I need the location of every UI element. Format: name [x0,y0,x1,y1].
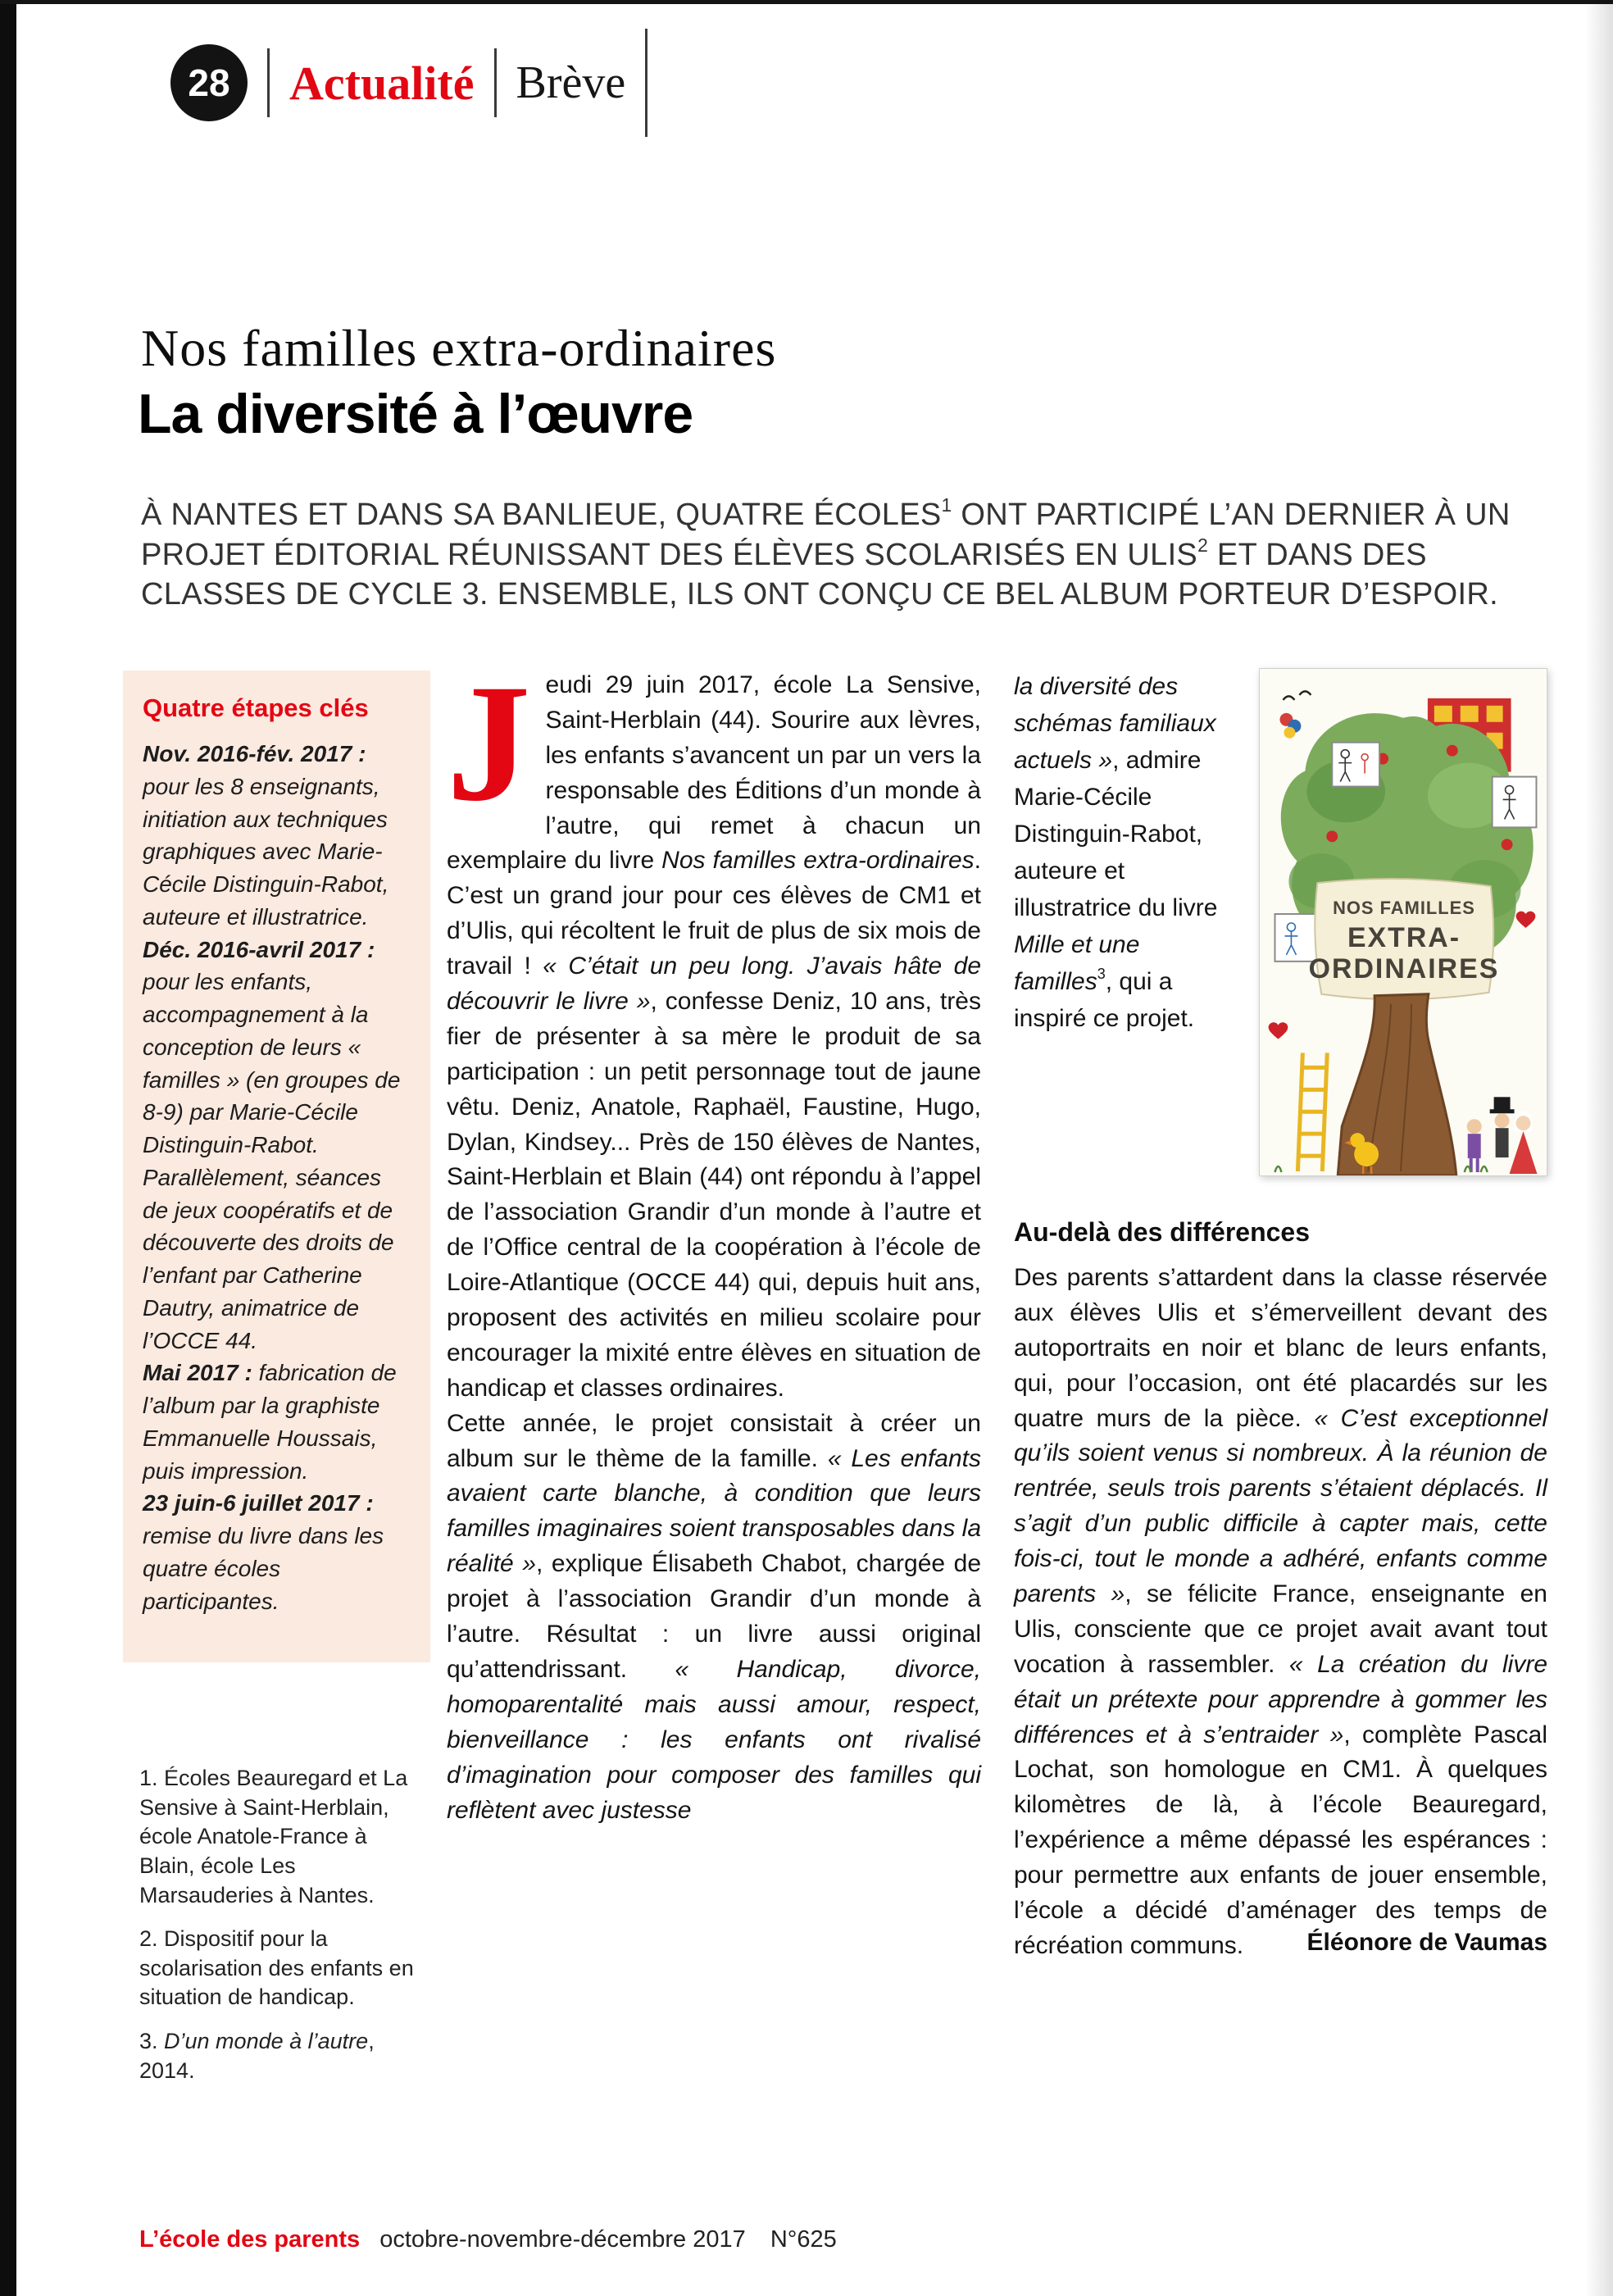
footnote-1: 1. Écoles Beauregard et La Sensive à Saint-Herblain, école Anatole-France à Blain, école Les Marsauderies à Nantes. [139,1766,408,1907]
cover-frame-2 [1493,777,1537,828]
subsection-label: Brève [516,57,626,108]
byline: Éléonore de Vaumas [1306,1928,1547,1956]
scan-edge-left [0,0,16,2296]
page-footer [139,2226,837,2253]
magazine-name: L’école des parents [139,2226,361,2253]
article-title: La diversité à l’œuvre [138,383,693,445]
article-paragraph-3: la diversité des schémas familiaux actuels », admire Marie-Cécile Distinguin-Rabot, auteure et illustratrice du livre Mille et une familles$^3$, qui a inspiré ce projet. [1014,673,1218,1032]
scan-edge-top [0,0,1613,4]
sidebar-step-4: 23 juin-6 juillet 2017 : remise du livre dans les quatre écoles participantes. [143,1490,384,1614]
page-number: 28 [188,61,230,104]
subhead: Au-delà des différences [1014,1217,1310,1247]
cover-title-line-3: ORDINAIRES [1308,952,1500,984]
article-paragraph-2: Cette année, le projet consistait à créer un album sur le thème de la famille. « Les enfants avaient carte blanche, à condition que leurs familles imaginaires soient transposables dans la réalité », explique Élisabeth Chabot, chargée de projet à l’association Grandir d’un monde à l’autre. Résultat : un livre aussi original qu’attendrissant. « Handicap, divorce, homoparentalité mais aussi amour, respect, bienveillance : les enfants ont rivalisé d’imagination pour composer des familles qui reflètent avec justesse [447,1409,982,1824]
paragraph-text: eudi 29 juin 2017, école La Sensive, Saint-Herblain (44). Sourire aux lèvres, les enfants s’avancent un par un vers la responsable des Éditions d’un monde à l’autre, qui remet à chacun un exemplaire du livre Nos familles extra-ordinaires. C’est un grand jour pour ces élèves de CM1 et d’Ulis, qui récoltent le fruit de plus de six mois de travail ! « C’était un peu long. J’avais hâte de découvrir le livre », confesse Deniz, 10 ans, très fier de présenter à sa mère le produit de sa participation : un petit personnage tout de jaune vêtu. Deniz, Anatole, Raphaël, Faustine, Hugo, Dylan, Kindsey... Près de 150 élèves de Nantes, Saint-Herblain et Blain (44) ont répondu à l’appel de l’association Grandir d’un monde à l’autre et de l’Office central de la coopération à l’école de Loire-Atlantique (OCCE 44) qui, depuis huit ans, proposent des activités en milieu scolaire pour encourager la mixité entre élèves en situation de handicap et classes ordinaires. [447,671,982,1402]
column-2-top [1014,668,1547,1193]
scan-edge-right [1585,0,1613,2296]
standfirst: À NANTES ET DANS SA BANLIEUE, QUATRE ÉCOLES$^1$ ONT PARTICIPÉ L’AN DERNIER À UN PROJET ÉDITORIAL RÉUNISSANT DES ÉLÈVES SCOLARISÉS EN ULIS$^2$ ET DANS DES CLASSES DE CYCLE 3. ENSEMBLE, ILS ONT CONÇU CE BEL ALBUM PORTEUR D’ESPOIR. [141,494,1511,612]
footnote-2: 2. Dispositif pour la scolarisation des enfants en situation de handicap. [139,1926,414,2010]
book-cover-illustration [1260,669,1547,1175]
cover-title-line-2: EXTRA- [1347,921,1461,953]
cover-title-line-1: NOS FAMILLES [1333,898,1475,919]
footnotes [139,1764,428,2100]
sidebar-step-3: Mai 2017 : fabrication de l’album par la graphiste Emmanuelle Houssais, puis impression. [143,1360,397,1484]
page-header [170,38,647,128]
issue-number: N°625 [770,2226,837,2253]
drop-cap: J [447,650,531,836]
article-column-2 [1014,668,1547,1957]
section-label: Actualité [289,56,475,110]
cover-frame-1 [1332,743,1379,787]
issue-date: octobre-novembre-décembre 2017 [379,2226,746,2253]
article-kicker: Nos familles extra-ordinaires [141,319,777,377]
book-cover-image [1259,668,1547,1176]
article-paragraph-4: Des parents s’attardent dans la classe réservée aux élèves Ulis et s’émerveillent devant des autoportraits en noir et blanc de leurs enfants, qui, pour l’occasion, ont été placardés sur les quatre murs de la pièce. « C’est exceptionnel qu’ils soient venus si nombreux. À la réunion de rentrée, seuls trois parents s’étaient déplacés. Il s’agit d’un public difficile à capter mais, cette fois-ci, tout le monde a adhéré, enfants comme parents », se félicite France, enseignante en Ulis, consciente que ce projet avait avant tout vocation à rassembler. « La création du livre était un prétexte pour apprendre à gommer les différences et à s’entraider », complète Pascal Lochat, son homologue en CM1. À quelques kilomètres de là, à l’école Beauregard, l’expérience a même dépassé les espérances : pour permettre aux enfants de jouer ensemble, l’école a décidé d’aménager des temps de récréation communs. [1014,1264,1547,1959]
header-divider [645,29,647,137]
sidebar-key-steps [123,671,430,1662]
header-divider [494,48,497,117]
page-number-badge [170,44,248,121]
footnote-3: 3. D’un monde à l’autre, 2014. [139,2029,375,2083]
sidebar-step-1: Nov. 2016-fév. 2017 : pour les 8 enseignants, initiation aux techniques graphiques avec Marie-Cécile Distinguin-Rabot, auteure et illustratrice. [143,741,389,930]
sidebar-step-2: Déc. 2016-avril 2017 : pour les enfants, accompagnement à la conception de leurs « familles » (en groupes de 8-9) par Marie-Cécile Distinguin-Rabot. Parallèlement, séances de jeux coopératifs et de découverte des droits de l’enfant par Catherine Dautry, animatrice de l’OCCE 44. [143,936,401,1353]
article-paragraph-1 [447,650,982,1407]
header-divider [267,48,270,117]
article-column-1 [447,650,982,1828]
sidebar-title: Quatre étapes clés [143,693,369,722]
